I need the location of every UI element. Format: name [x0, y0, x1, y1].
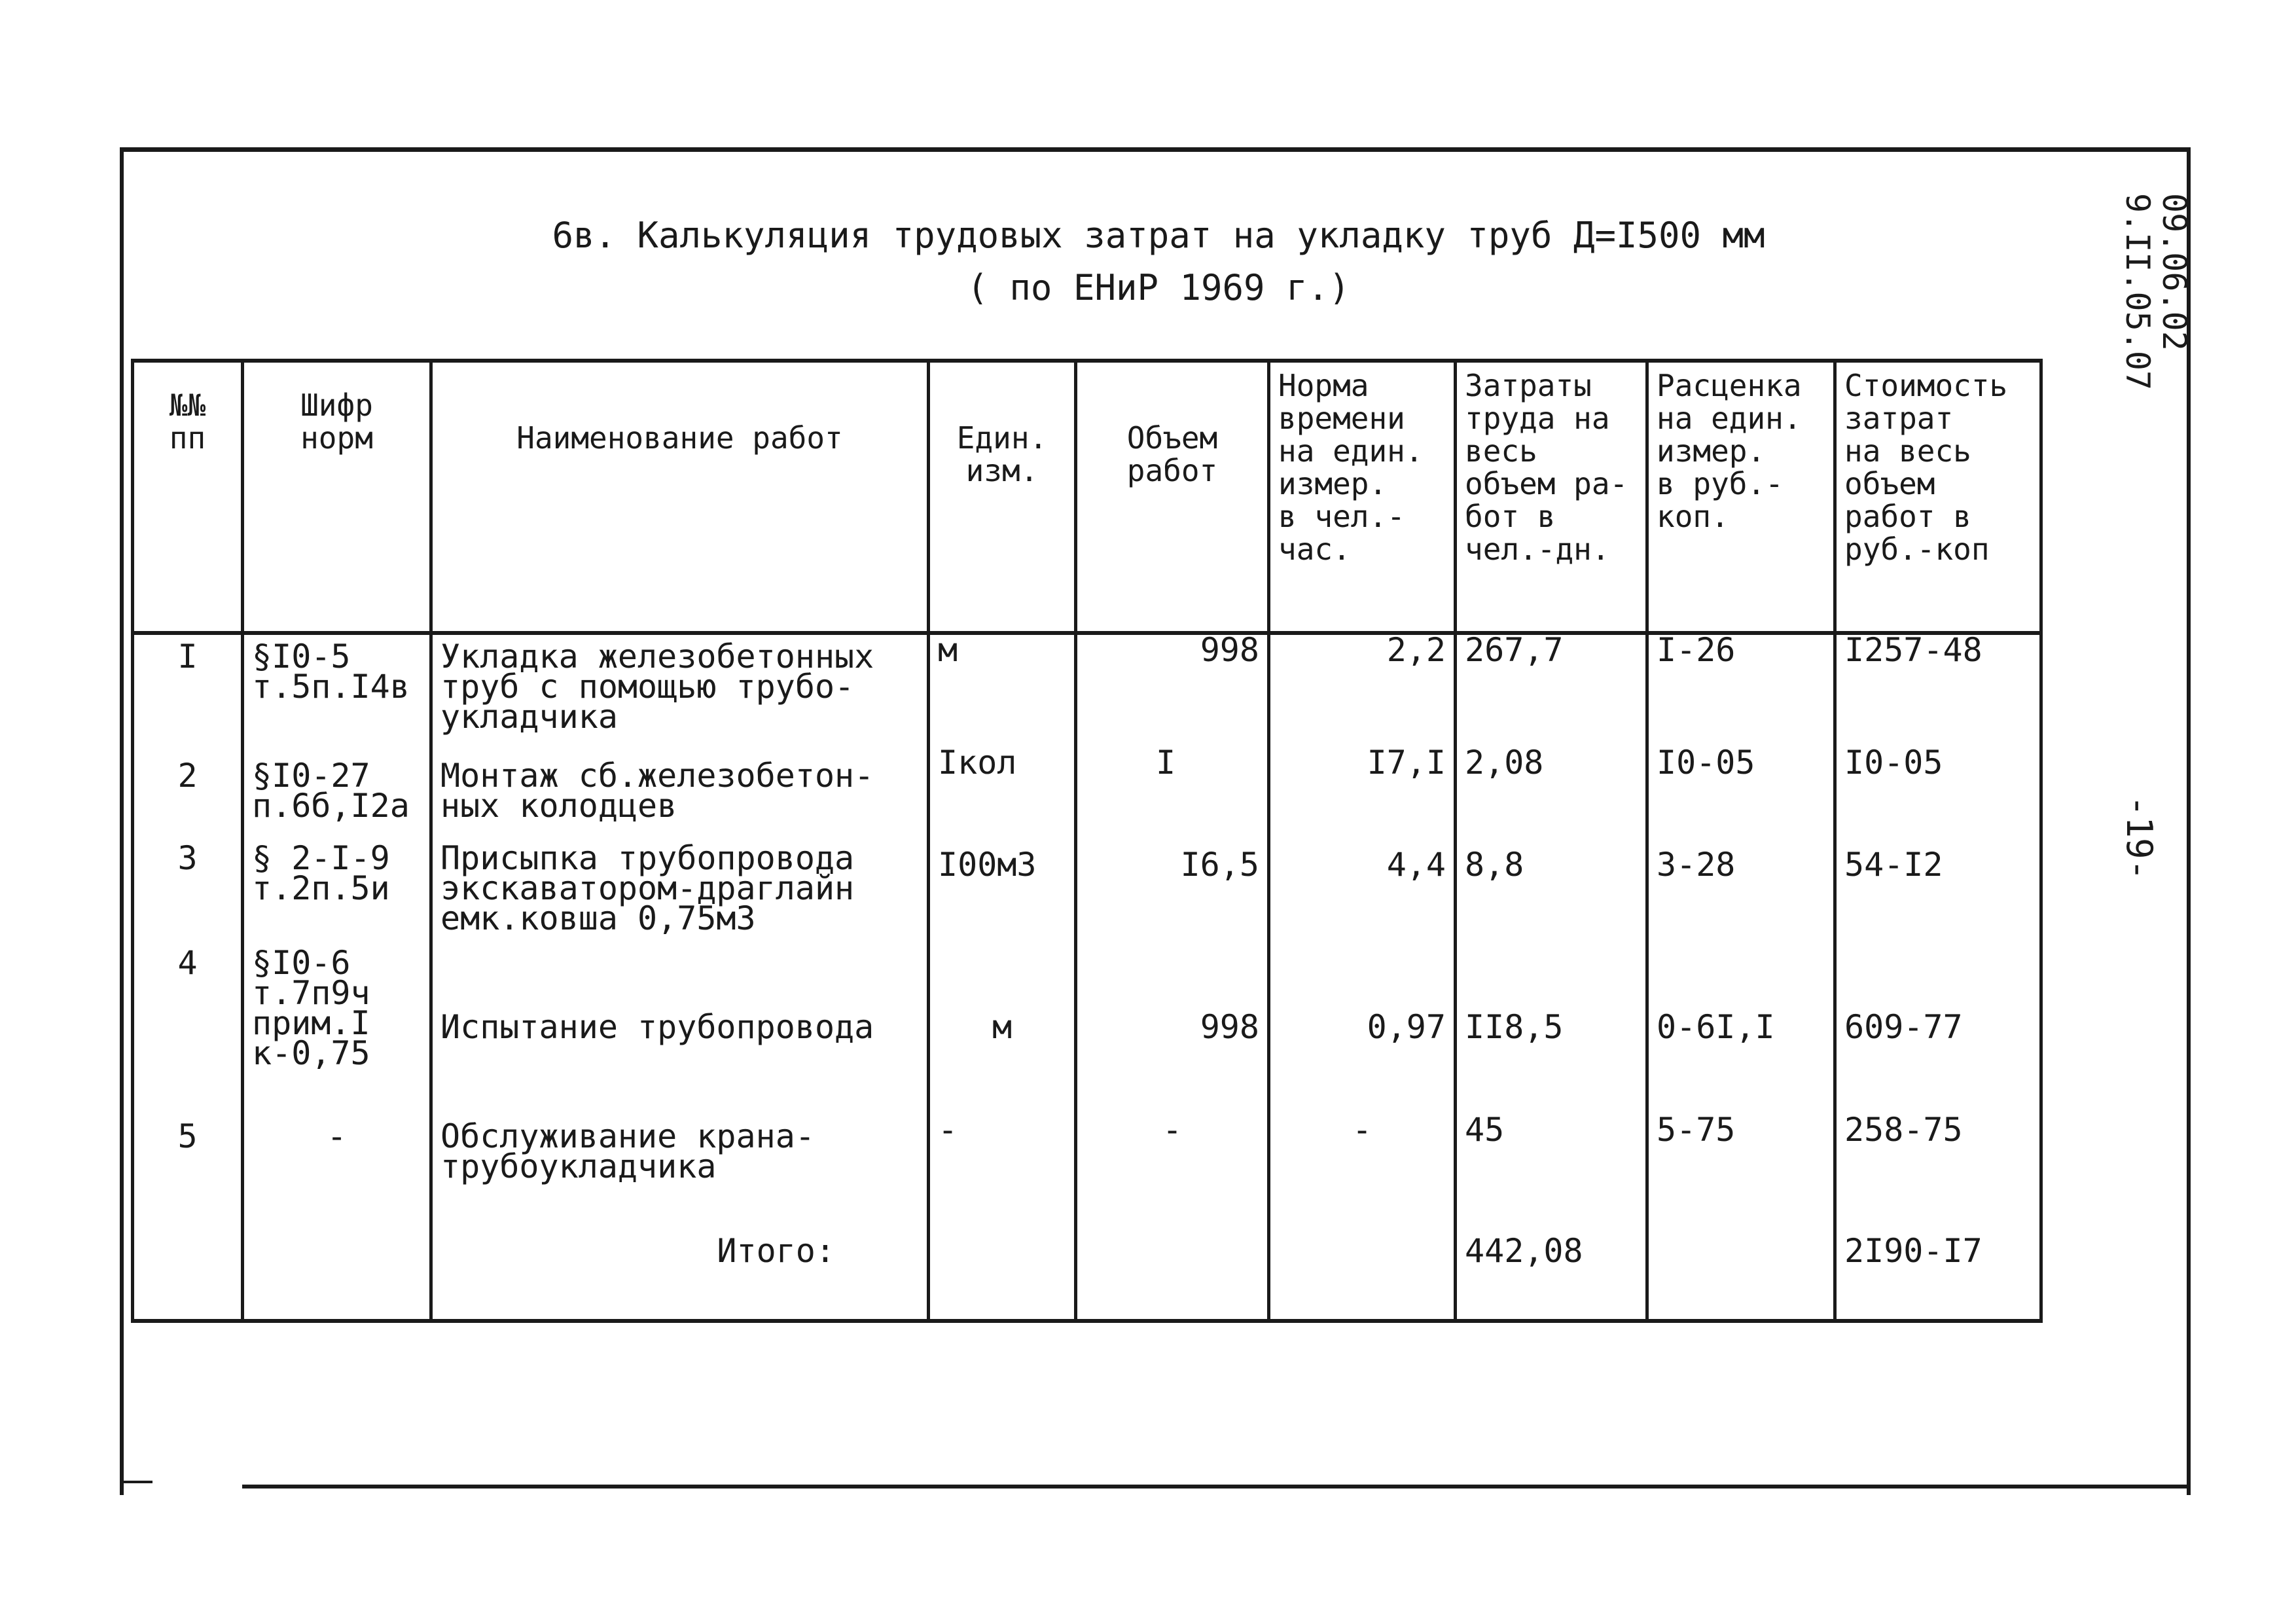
row-norm-code: § 2-I-9 т.2п.5и [243, 830, 431, 941]
table-header-row [133, 361, 2041, 633]
row-volume: I6,5 [1076, 830, 1269, 941]
row-work-name: Монтаж сб.железобетон- ных колодцев [431, 748, 929, 830]
row-total-cost: I257-48 [1835, 633, 2041, 748]
total-cost: 2I90-I7 [1835, 1200, 2041, 1321]
row-unit-rate: 3-28 [1647, 830, 1835, 941]
total-labor: 442,08 [1456, 1200, 1647, 1321]
row-time-norm: - [1269, 1115, 1456, 1200]
row-unit-rate: 0-6I,I [1647, 941, 1835, 1115]
row-unit-rate: 5-75 [1647, 1115, 1835, 1200]
row-unit: Iкол [929, 748, 1076, 830]
frame-bottom-line [242, 1485, 2187, 1489]
row-labor-total: 267,7 [1456, 633, 1647, 748]
row-volume: 998 [1076, 941, 1269, 1115]
row-number: 5 [133, 1115, 243, 1200]
row-time-norm: 4,4 [1269, 830, 1456, 941]
total-empty-cell [243, 1200, 431, 1321]
row-total-cost: 54-I2 [1835, 830, 2041, 941]
header-time-norm: Норма времени на един. измер. в чел.- час. [1269, 361, 1456, 633]
frame-bottom-tick [120, 1481, 152, 1483]
row-unit-rate: I-26 [1647, 633, 1835, 748]
header-total-cost: Стоимость затрат на весь объем работ в руб.-коп [1835, 361, 2041, 633]
row-number: 3 [133, 830, 243, 941]
row-volume: 998 [1076, 633, 1269, 748]
side-document-code: 09.06.02 9.II.05.07 [2119, 193, 2193, 391]
row-labor-total: 8,8 [1456, 830, 1647, 941]
header-row-number: №№ пп [133, 361, 243, 633]
document-title [196, 209, 2121, 314]
table-row [133, 1115, 2041, 1200]
table-row [133, 748, 2041, 830]
row-number: 2 [133, 748, 243, 830]
row-total-cost: 258-75 [1835, 1115, 2041, 1200]
row-labor-total: 45 [1456, 1115, 1647, 1200]
row-work-name: Присыпка трубопровода экскаватором-драглайн емк.ковша 0,75м3 [431, 830, 929, 941]
row-volume: I [1076, 748, 1269, 830]
row-unit: м [929, 633, 1076, 748]
row-labor-total: 2,08 [1456, 748, 1647, 830]
total-empty-cell [929, 1200, 1076, 1321]
total-empty-cell [1647, 1200, 1835, 1321]
row-number: I [133, 633, 243, 748]
row-work-name: Испытание трубопровода [431, 941, 929, 1115]
row-volume: - [1076, 1115, 1269, 1200]
row-time-norm: I7,I [1269, 748, 1456, 830]
page-number: -19- [2119, 795, 2160, 881]
row-labor-total: II8,5 [1456, 941, 1647, 1115]
row-unit: I00м3 [929, 830, 1076, 941]
row-unit-rate: I0-05 [1647, 748, 1835, 830]
header-norm-code: Шифр норм [243, 361, 431, 633]
header-labor-total: Затраты труда на весь объем ра- бот в чел.-дн. [1456, 361, 1647, 633]
row-norm-code: §I0-5 т.5п.I4в [243, 633, 431, 748]
row-total-cost: I0-05 [1835, 748, 2041, 830]
row-work-name: Обслуживание крана- трубоукладчика [431, 1115, 929, 1200]
row-unit: - [929, 1115, 1076, 1200]
total-empty-cell [1076, 1200, 1269, 1321]
header-work-name: Наименование работ [431, 361, 929, 633]
row-number: 4 [133, 941, 243, 1115]
total-empty-cell [133, 1200, 243, 1321]
row-time-norm: 0,97 [1269, 941, 1456, 1115]
title-line-2: ( по ЕНиР 1969 г.) [967, 267, 1350, 308]
row-norm-code: §I0-27 п.6б,I2а [243, 748, 431, 830]
total-empty-cell [1269, 1200, 1456, 1321]
row-norm-code: - [243, 1115, 431, 1200]
row-unit: м [929, 941, 1076, 1115]
table-row [133, 633, 2041, 748]
row-work-name: Укладка железобетонных труб с помощью трубо- укладчика [431, 633, 929, 748]
total-label: Итого: [431, 1200, 929, 1321]
row-norm-code: §I0-6 т.7п9ч прим.I к-0,75 [243, 941, 431, 1115]
labor-cost-table [131, 359, 2043, 1323]
row-time-norm: 2,2 [1269, 633, 1456, 748]
header-unit-rate: Расценка на един. измер. в руб.- коп. [1647, 361, 1835, 633]
title-line-1: 6в. Калькуляция трудовых затрат на укладку труб Д=I500 мм [552, 215, 1765, 256]
table-total-row [133, 1200, 2041, 1321]
table-row [133, 941, 2041, 1115]
header-unit: Един. изм. [929, 361, 1076, 633]
header-volume: Объем работ [1076, 361, 1269, 633]
row-total-cost: 609-77 [1835, 941, 2041, 1115]
table-row [133, 830, 2041, 941]
